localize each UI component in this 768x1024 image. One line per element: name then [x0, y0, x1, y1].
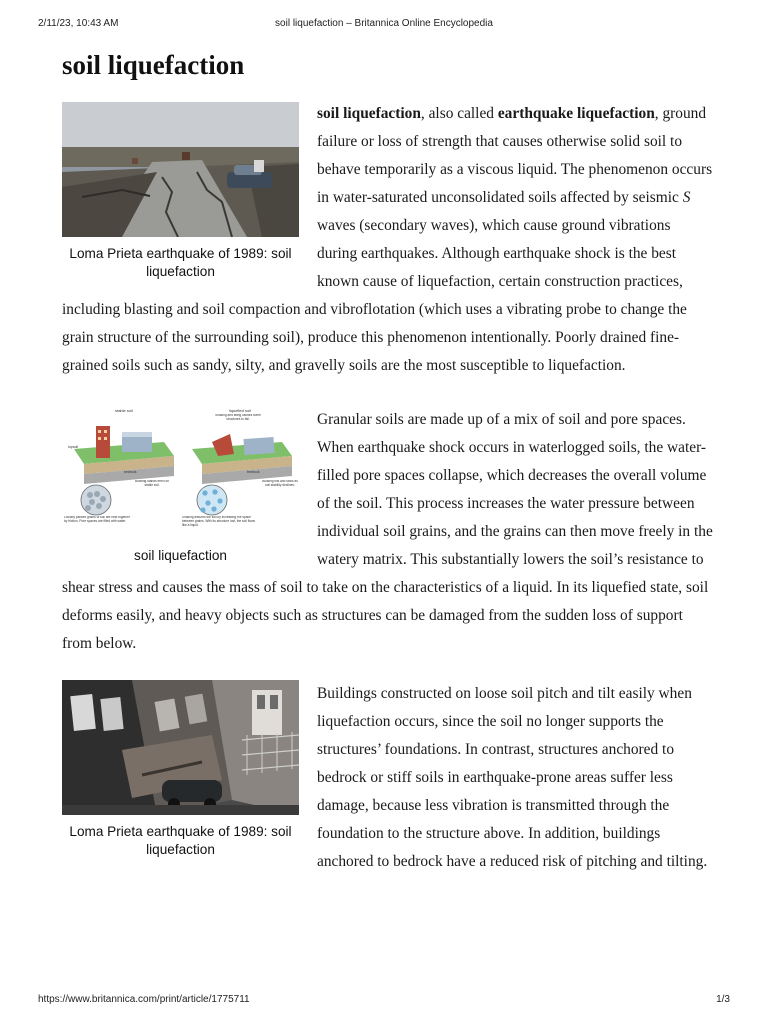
term-earthquake-liquefaction: earthquake liquefaction: [497, 105, 655, 122]
diagram-note-stands: Building stands erect on stable soil.: [134, 480, 170, 487]
diagram-note-grains: Loosely packed grains of soil are held together by friction. Pore spaces are filled with water.: [64, 516, 130, 523]
diagram-label-bedrock: bedrock: [124, 470, 137, 474]
diagram-note-sinks: Building tilts and sinks as soil stability declines.: [262, 480, 298, 487]
intro-text: , also called: [420, 105, 498, 122]
paragraph-granular-soils: Granular soils are made up of a mix of soil and pore spaces. When earthquake shock occurs in waterlogged soils, the water-filled pore spaces collapse, which decreases the overall volume of the soil. This process increases the water pressure between individual soil grains, and the grains can then move freely in the watery matrix. This substantially lowers the soil’s resistance to shear stress and causes the mass of soil to take on the characteristics of a liquid. In its liquefied state, soil deforms easily, and heavy objects such as structures can be damaged from the sudden loss of support from below.: [62, 411, 713, 652]
print-url: https://www.britannica.com/print/article/1775711: [38, 994, 250, 1005]
print-timestamp: 2/11/23, 10:43 AM: [38, 18, 119, 29]
s-wave-letter: S: [682, 189, 691, 206]
liquefaction-diagram: [62, 404, 299, 539]
intro-text: waves (secondary waves), which cause ground vibrations during earthquakes. Although earthquake shock is the best known cause of liquefaction, certain construction practices, including blasting and soil compaction and vibroflotation (which uses a vibrating probe to change the grain structure of the surrounding soil), produce this phenomenon intentionally. Poorly drained fine-grained soils such as sandy, silty, and gravelly soils are the most susceptible to liquefaction.: [62, 217, 687, 374]
diagram-label-stable: stable soil: [115, 408, 133, 413]
diagram-note-disturbs: Shaking disturbs the soil by increasing the space between grains. With its structure lost, the soil flows like a liquid.: [182, 516, 255, 527]
diagram-label-bedrock-right: bedrock: [247, 470, 260, 474]
tilted-buildings-photo: [62, 680, 299, 815]
figure-caption: Loma Prieta earthquake of 1989: soil liquefaction: [69, 824, 292, 857]
page-number: 1/3: [716, 994, 730, 1005]
figure-road-liquefaction: [62, 102, 299, 281]
term-soil-liquefaction: soil liquefaction: [317, 105, 421, 122]
print-page-title: soil liquefaction – Britannica Online Encyclopedia: [275, 18, 493, 29]
diagram-label-liquefied: liquefied soil: [228, 408, 252, 413]
figure-caption: Loma Prieta earthquake of 1989: soil liquefaction: [69, 246, 292, 279]
figure-tilted-buildings: [62, 680, 299, 859]
intro-text: , ground failure or loss of strength that causes otherwise solid soil to behave temporarily as a viscous liquid. The phenomenon occurs in water-saturated unconsolidated soils affected by seismic: [317, 105, 713, 206]
figure-caption: soil liquefaction: [134, 548, 227, 563]
article-heading: soil liquefaction: [62, 50, 245, 80]
diagram-label-topsoil: topsoil: [68, 445, 79, 449]
figure-liquefaction-diagram: [62, 404, 299, 565]
diagram-note-shaking: Shaking and tilting causes some structures to fail.: [215, 414, 261, 421]
paragraph-buildings: Buildings constructed on loose soil pitch and tilt easily when liquefaction occurs, since the soil no longer supports the structures’ foundations. In contrast, structures anchored to bedrock or stiff soils in earthquake-prone areas suffer less damage, because less vibration is transmitted through the foundation to the structure above. In addition, buildings anchored to bedrock have a reduced risk of pitching and tilting.: [317, 685, 708, 870]
article-body: [62, 100, 714, 876]
road-damage-photo: [62, 102, 299, 237]
